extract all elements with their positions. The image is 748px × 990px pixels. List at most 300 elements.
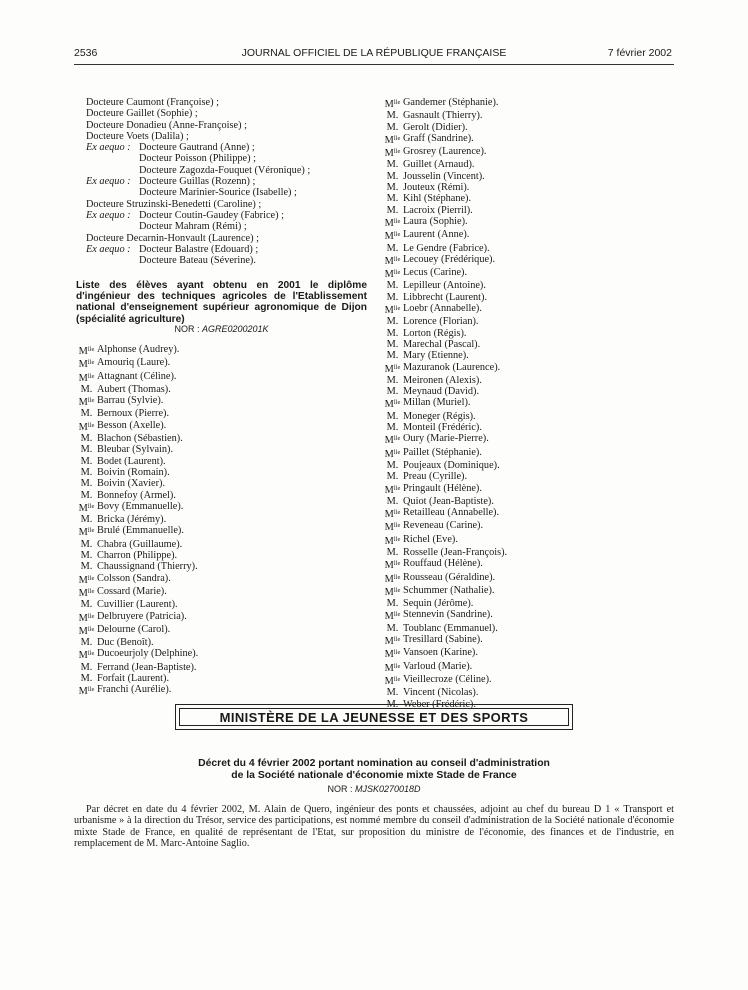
civility: [382, 634, 403, 647]
student-entry: [382, 558, 507, 571]
civility-superscript: lle: [393, 586, 401, 594]
civility-base: M.: [386, 193, 399, 205]
civility: [382, 422, 403, 433]
student-entry: [382, 303, 507, 316]
student-entry: [382, 674, 507, 687]
student-entry: [382, 411, 507, 422]
student-name: Monteil (Frédéric).: [403, 422, 482, 434]
ex-aequo-label: Ex aequo :: [86, 142, 131, 154]
student-name: Lecus (Carine).: [403, 267, 468, 279]
student-name: Charron (Philippe).: [97, 550, 178, 562]
continued-list-text: Docteure Caumont (Françoise) ;: [86, 97, 219, 108]
ex-aequo-label: Ex aequo :: [86, 209, 131, 221]
civility-base: M: [78, 574, 88, 586]
student-entry: [76, 408, 198, 419]
civility-superscript: lle: [87, 625, 95, 633]
civility-base: M: [78, 421, 88, 433]
civility-base: M: [78, 372, 88, 384]
civility: [382, 447, 403, 460]
civility-base: M.: [386, 622, 399, 634]
student-name: Forfait (Laurent).: [97, 673, 170, 685]
student-name: Chaussignand (Thierry).: [97, 561, 198, 573]
civility: [382, 110, 403, 121]
student-entry: [382, 634, 507, 647]
student-entry: [76, 456, 198, 467]
civility-base: M: [384, 399, 394, 411]
student-name: Cossard (Marie).: [97, 585, 167, 597]
civility: [76, 395, 97, 408]
civility: [76, 561, 97, 572]
continued-list-text: Docteure Voets (Dalila) ;: [86, 130, 189, 142]
header-rule: [74, 64, 674, 65]
student-name: Jousselin (Vincent).: [403, 170, 485, 182]
civility: [76, 357, 97, 370]
continued-list-item: [86, 153, 376, 164]
student-entry: [76, 433, 198, 444]
student-name: Delbruyere (Patricia).: [97, 610, 187, 622]
civility: [382, 471, 403, 482]
civility-base: M: [384, 305, 394, 317]
student-entry: [76, 662, 198, 673]
student-name: Kihl (Stéphane).: [403, 193, 472, 205]
civility: [76, 501, 97, 514]
civility-base: M.: [386, 422, 399, 434]
student-name: Rosselle (Jean-François).: [403, 546, 508, 558]
student-entry: [382, 146, 507, 159]
continued-list-text: Docteure Struzinski-Benedetti (Caroline) ;: [86, 198, 262, 210]
student-entry: [76, 514, 198, 525]
civility-base: M: [78, 359, 88, 371]
student-entry: [76, 395, 198, 408]
student-entry: [382, 460, 507, 471]
student-name: Mazuranok (Laurence).: [403, 361, 501, 373]
student-entry: [382, 687, 507, 698]
student-name: Laurent (Anne).: [403, 229, 470, 241]
student-name: Moneger (Régis).: [403, 410, 476, 422]
student-name: Sequin (Jérôme).: [403, 598, 474, 610]
civility-base: M.: [386, 327, 399, 339]
civility-base: M.: [386, 698, 399, 710]
civility: [382, 182, 403, 193]
civility: [382, 572, 403, 585]
civility-base: M: [384, 484, 394, 496]
student-name: Richel (Eve).: [403, 533, 458, 545]
civility-superscript: lle: [393, 573, 401, 581]
civility-superscript: lle: [393, 148, 401, 156]
civility-base: M.: [386, 459, 399, 471]
civility: [76, 420, 97, 433]
decree-nor: [74, 784, 674, 794]
civility: [76, 478, 97, 489]
civility: [382, 411, 403, 422]
student-entry: [382, 598, 507, 609]
student-entry: [382, 267, 507, 280]
continued-list-item: [86, 176, 376, 187]
civility-superscript: lle: [393, 560, 401, 568]
civility: [382, 433, 403, 446]
student-entry: [76, 539, 198, 550]
student-entry: [382, 422, 507, 433]
ex-aequo-label: Ex aequo :: [86, 176, 131, 188]
civility: [76, 371, 97, 384]
civility-superscript: lle: [393, 636, 401, 644]
journal-title: JOURNAL OFFICIEL DE LA RÉPUBLIQUE FRANÇAISE: [241, 47, 507, 59]
student-name: Barrau (Sylvie).: [97, 395, 164, 407]
civility-base: M.: [386, 410, 399, 422]
student-name: Quiot (Jean-Baptiste).: [403, 495, 494, 507]
student-name: Lecouey (Frédérique).: [403, 253, 496, 265]
civility-base: M: [384, 522, 394, 534]
ministry-title: MINISTÈRE DE LA JEUNESSE ET DES SPORTS: [179, 708, 569, 726]
civility: [76, 586, 97, 599]
student-entry: [382, 350, 507, 361]
civility-base: M: [384, 573, 394, 585]
civility-superscript: lle: [393, 363, 401, 371]
civility-superscript: lle: [393, 217, 401, 225]
civility-base: M: [384, 586, 394, 598]
student-entry: [382, 623, 507, 634]
student-entry: [382, 316, 507, 327]
civility-base: M.: [386, 338, 399, 350]
student-entry: [76, 501, 198, 514]
student-name: Poujeaux (Dominique).: [403, 459, 500, 471]
student-entry: [382, 507, 507, 520]
civility-base: M: [384, 662, 394, 674]
civility-superscript: lle: [393, 435, 401, 443]
civility-base: M.: [80, 561, 93, 573]
civility: [382, 267, 403, 280]
student-name: Cuvillier (Laurent).: [97, 599, 178, 611]
civility-superscript: lle: [87, 574, 95, 582]
student-name: Lorence (Florian).: [403, 316, 479, 328]
civility-base: M: [78, 346, 88, 357]
decree-title: [74, 758, 674, 781]
civility-superscript: lle: [87, 612, 95, 620]
student-entry: [76, 384, 198, 395]
student-name: Bricka (Jérémy).: [97, 514, 167, 526]
civility-base: M: [78, 397, 88, 409]
student-name: Besson (Axelle).: [97, 419, 167, 431]
continued-list-text: Docteur Mahram (Rémi) ;: [139, 221, 247, 233]
student-entry: [382, 243, 507, 254]
civility: [382, 609, 403, 622]
student-entry: [382, 193, 507, 204]
continued-list-text: Docteure Decarnin-Honvault (Laurence) ;: [86, 232, 259, 244]
civility-base: M.: [80, 599, 93, 611]
ex-aequo-label: Ex aequo :: [86, 243, 131, 255]
student-entry: [76, 586, 198, 599]
student-list-right: [382, 97, 507, 710]
civility-base: M: [384, 217, 394, 229]
civility: [76, 573, 97, 586]
civility-base: M.: [80, 455, 93, 467]
civility-base: M: [384, 435, 394, 447]
civility-base: M.: [80, 661, 93, 673]
civility: [382, 483, 403, 496]
student-entry: [382, 483, 507, 496]
civility: [382, 547, 403, 558]
student-entry: [382, 216, 507, 229]
continued-list-text: Docteure Guillas (Rozenn) ;: [139, 176, 256, 188]
civility-superscript: lle: [87, 650, 95, 658]
civility: [382, 362, 403, 375]
civility-superscript: lle: [393, 484, 401, 492]
civility-base: M.: [80, 444, 93, 456]
nor-label: NOR :: [174, 324, 200, 334]
decree-title-line-2: de la Société nationale d'économie mixte Stade de France: [231, 769, 517, 781]
student-name: Libbrecht (Laurent).: [403, 291, 488, 303]
student-name: Chabra (Guillaume).: [97, 538, 183, 550]
civility-base: M: [384, 649, 394, 661]
student-entry: [76, 344, 198, 357]
student-entry: [382, 292, 507, 303]
civility: [76, 490, 97, 501]
civility-base: M: [384, 675, 394, 687]
student-entry: [382, 110, 507, 121]
civility: [76, 467, 97, 478]
civility-base: M.: [386, 170, 399, 182]
student-entry: [382, 171, 507, 182]
student-entry: [76, 648, 198, 661]
civility: [382, 243, 403, 254]
civility-superscript: lle: [393, 269, 401, 277]
nor-code: MJSK0270018D: [354, 784, 421, 794]
student-name: Duc (Benoît).: [97, 637, 154, 649]
civility: [382, 146, 403, 159]
civility-superscript: lle: [393, 399, 401, 407]
civility: [382, 585, 403, 598]
civility: [382, 328, 403, 339]
civility: [382, 280, 403, 291]
civility: [382, 397, 403, 410]
civility: [382, 316, 403, 327]
civility: [382, 229, 403, 242]
civility: [382, 254, 403, 267]
civility-superscript: lle: [87, 359, 95, 367]
student-entry: [76, 611, 198, 624]
student-name: Brulé (Emmanuelle).: [97, 525, 184, 537]
continued-list-text: Docteur Poisson (Philippe) ;: [139, 153, 256, 165]
student-name: Vieillecroze (Céline).: [403, 673, 492, 685]
civility: [382, 623, 403, 634]
civility-base: M.: [80, 383, 93, 395]
student-entry: [382, 647, 507, 660]
civility: [382, 687, 403, 698]
civility-base: M: [78, 650, 88, 662]
civility-superscript: lle: [393, 255, 401, 263]
student-name: Jouteux (Rémi).: [403, 182, 470, 194]
student-entry: [382, 520, 507, 533]
student-entry: [76, 444, 198, 455]
issue-date: 7 février 2002: [607, 47, 672, 59]
student-entry: [76, 478, 198, 489]
ministry-banner: [175, 704, 573, 730]
civility-superscript: lle: [87, 346, 95, 353]
civility-base: M: [384, 363, 394, 375]
continued-list-item: [86, 108, 376, 119]
civility: [382, 292, 403, 303]
civility: [76, 344, 97, 357]
continued-list-item: [86, 255, 376, 266]
student-name: Meynaud (David).: [403, 386, 480, 398]
civility-superscript: lle: [393, 305, 401, 313]
student-name: Vansoen (Karine).: [403, 647, 478, 659]
student-name: Rousseau (Géraldine).: [403, 571, 496, 583]
civility: [76, 525, 97, 538]
civility-base: M: [384, 269, 394, 281]
civility-base: M.: [386, 204, 399, 216]
student-name: Boivin (Romain).: [97, 466, 170, 478]
student-entry: [76, 371, 198, 384]
civility-superscript: lle: [393, 675, 401, 683]
civility-base: M.: [80, 466, 93, 478]
civility: [382, 216, 403, 229]
civility-base: M.: [386, 350, 399, 362]
civility-superscript: lle: [393, 99, 401, 106]
civility: [76, 673, 97, 684]
civility: [76, 384, 97, 395]
civility: [76, 637, 97, 648]
student-name: Bonnefoy (Armel).: [97, 489, 176, 501]
page-number: 2536: [74, 47, 98, 59]
decree-body: Par décret en date du 4 février 2002, M. Alain de Quero, ingénieur des ponts et chaussées, adjoint au chef du bureau D 1 « Transport et urbanisme » à la direction du Trésor, service des participations, est nommé membre du conseil d'administration de la Société nationale d'économie mixte Stade de France, en qualité de représentant de l'Etat, sur proposition du ministre de l'économie, des finances et de l'industrie, en remplacement de M. Marc-Antoine Saglio.: [74, 804, 674, 849]
civility: [382, 674, 403, 687]
student-entry: [76, 561, 198, 572]
student-name: Meironen (Alexis).: [403, 374, 482, 386]
civility: [76, 599, 97, 610]
continued-list-text: Docteure Zagozda-Fouquet (Véronique) ;: [139, 164, 311, 176]
civility: [76, 444, 97, 455]
student-entry: [76, 599, 198, 610]
civility-base: M.: [80, 673, 93, 685]
student-entry: [382, 205, 507, 216]
civility-superscript: lle: [393, 522, 401, 530]
civility-base: M.: [386, 242, 399, 254]
student-entry: [382, 661, 507, 674]
student-entry: [382, 133, 507, 146]
continued-list-item: [86, 210, 376, 221]
civility: [382, 350, 403, 361]
student-entry: [382, 433, 507, 446]
student-name: Bernoux (Pierre).: [97, 408, 170, 420]
student-entry: [382, 534, 507, 547]
student-name: Millan (Muriel).: [403, 397, 471, 409]
civility-base: M.: [80, 433, 93, 445]
civility-superscript: lle: [393, 231, 401, 239]
student-entry: [76, 525, 198, 538]
civility-superscript: lle: [87, 686, 95, 694]
civility-base: M.: [386, 386, 399, 398]
student-entry: [382, 572, 507, 585]
continued-list-item: [86, 244, 376, 255]
student-name: Bovy (Emmanuelle).: [97, 500, 184, 512]
civility-base: M.: [386, 291, 399, 303]
student-name: Schummer (Nathalie).: [403, 584, 495, 596]
student-name: Varloud (Marie).: [403, 660, 473, 672]
student-name: Paillet (Stéphanie).: [403, 446, 482, 458]
civility-base: M.: [386, 121, 399, 133]
nor-code: AGRE0200201K: [201, 324, 269, 334]
civility-base: M.: [386, 182, 399, 194]
student-name: Boivin (Xavier).: [97, 478, 166, 490]
civility-superscript: lle: [393, 662, 401, 670]
student-entry: [76, 357, 198, 370]
civility: [382, 598, 403, 609]
student-name: Grosrey (Laurence).: [403, 146, 487, 158]
civility-base: M.: [80, 637, 93, 649]
continued-list-text: Docteure Gaillet (Sophie) ;: [86, 108, 198, 120]
civility: [382, 496, 403, 507]
continued-list-item: [86, 187, 376, 198]
civility-base: M.: [386, 280, 399, 292]
civility-base: M: [78, 587, 88, 599]
civility: [76, 514, 97, 525]
civility-superscript: lle: [87, 421, 95, 429]
student-list-left: [76, 344, 198, 698]
student-name: Attagnant (Céline).: [97, 370, 177, 382]
civility-superscript: lle: [87, 502, 95, 510]
student-entry: [76, 573, 198, 586]
student-name: Alphonse (Audrey).: [97, 344, 180, 355]
civility-base: M: [78, 686, 88, 698]
student-entry: [382, 585, 507, 598]
continued-list-text: Docteure Donadieu (Anne-Françoise) ;: [86, 119, 247, 131]
civility: [76, 408, 97, 419]
student-entry: [382, 547, 507, 558]
civility: [76, 662, 97, 673]
student-entry: [382, 471, 507, 482]
civility-superscript: lle: [393, 509, 401, 517]
civility-superscript: lle: [87, 587, 95, 595]
civility: [382, 122, 403, 133]
student-name: Retailleau (Annabelle).: [403, 507, 500, 519]
student-entry: [382, 609, 507, 622]
civility: [382, 460, 403, 471]
student-name: Laura (Sophie).: [403, 215, 468, 227]
civility-base: M.: [80, 550, 93, 562]
civility: [76, 624, 97, 637]
continued-list-text: Docteure Marinier-Sourice (Isabelle) ;: [139, 187, 297, 199]
continued-list-item: [86, 221, 376, 232]
student-name: Stennevin (Sandrine).: [403, 609, 493, 621]
civility: [76, 684, 97, 697]
civility: [76, 433, 97, 444]
civility: [382, 171, 403, 182]
decree-title-line-1: Décret du 4 février 2002 portant nomination au conseil d'administration: [198, 758, 550, 769]
civility-base: M.: [386, 546, 399, 558]
continued-list-item: [86, 131, 376, 142]
continued-list-item: [86, 120, 376, 131]
civility: [76, 539, 97, 550]
civility: [382, 507, 403, 520]
civility-base: M.: [80, 489, 93, 501]
student-name: Bleubar (Sylvain).: [97, 444, 174, 456]
section-nor: [76, 324, 367, 334]
student-name: Preau (Cyrille).: [403, 471, 468, 483]
student-name: Gerolt (Didier).: [403, 121, 468, 133]
student-name: Pringault (Hélène).: [403, 482, 482, 494]
student-entry: [382, 122, 507, 133]
civility: [382, 534, 403, 547]
civility-base: M.: [386, 316, 399, 328]
student-name: Vincent (Nicolas).: [403, 687, 479, 699]
student-entry: [382, 397, 507, 410]
student-name: Colsson (Sandra).: [97, 572, 171, 584]
student-name: Gasnault (Thierry).: [403, 110, 483, 122]
student-name: Toublanc (Emmanuel).: [403, 622, 498, 634]
student-name: Ferrand (Jean-Baptiste).: [97, 661, 197, 673]
student-entry: [382, 229, 507, 242]
